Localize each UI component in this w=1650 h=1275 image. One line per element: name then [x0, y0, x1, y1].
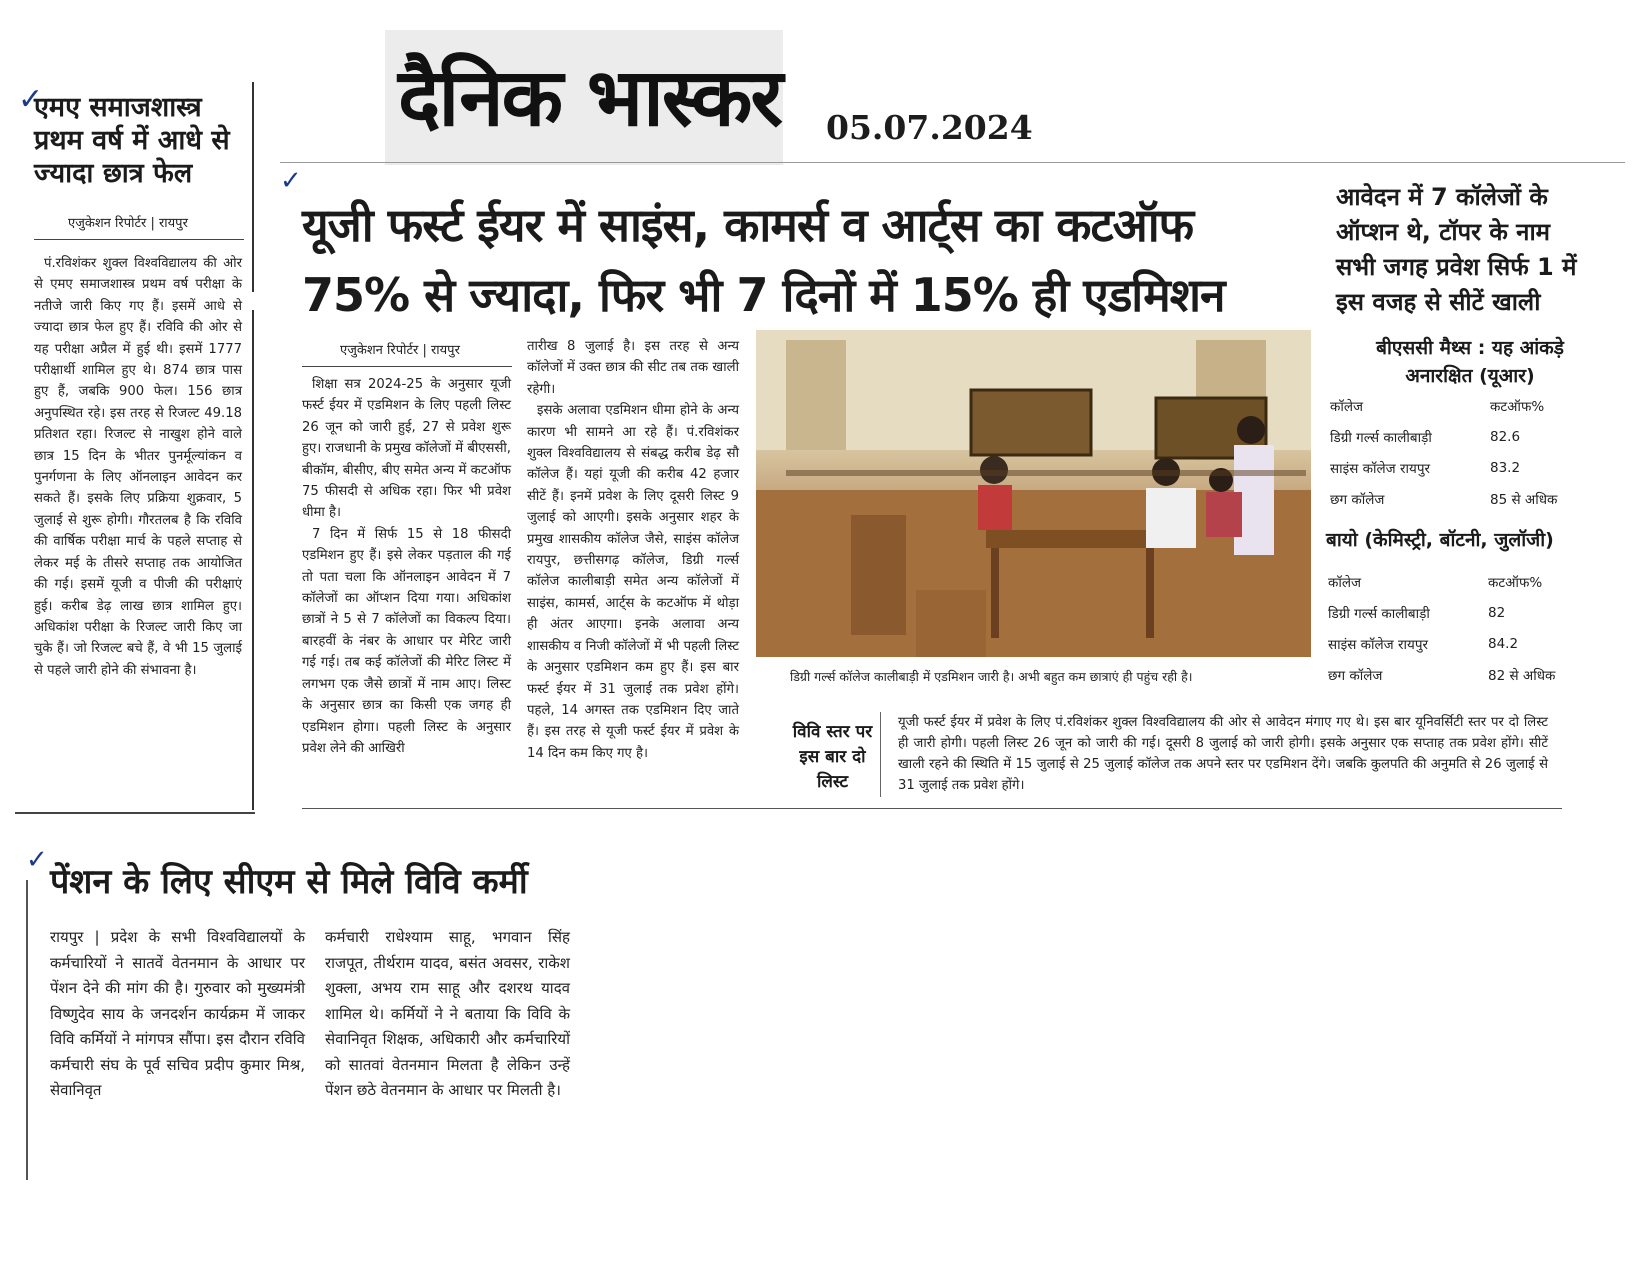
- main-story-col1: [302, 374, 511, 759]
- headline-line: एमए समाजशास्त्र: [34, 92, 202, 123]
- column-rule: [880, 712, 881, 797]
- divider: [302, 808, 1562, 809]
- paragraph: रायपुर | प्रदेश के सभी विश्वविद्यालयों के कर्मचारियों ने सातवें वेतनमान के आधार पर पेंशन देने की मांग की है। गुरुवार को मुख्यमंत्री विष्णुदेव साय के जनदर्शन कार्यक्रम में जाकर विवि कर्मियों ने मांगपत्र सौंपा। इस दौरान रविवि कर्मचारी संघ के पूर्व सचिव प्रदीप कुमार मिश्र, सेवानिवृत: [50, 928, 305, 1099]
- cutoff-value: 82.6: [1490, 428, 1521, 445]
- college-name: साइंस कॉलेज रायपुर: [1330, 460, 1431, 477]
- college-name: छग कॉलेज: [1328, 667, 1383, 684]
- table-header-row: [1330, 390, 1570, 421]
- heading-line: आवेदन में 7 कॉलेजों के: [1336, 183, 1548, 211]
- column-rule: [252, 82, 254, 292]
- table-row: [1328, 628, 1568, 659]
- table-header-row: [1328, 566, 1568, 597]
- admission-photo: [756, 330, 1311, 657]
- bottom-story-col1: [50, 925, 305, 1104]
- paragraph: पं.रविशंकर शुक्ल विश्वविद्यालय की ओर से एमए समाजशास्त्र प्रथम वर्ष परीक्षा के नतीजे जारी किए गए हैं। इसमें आधे से ज्यादा छात्र फेल हुए हैं। रविवि की ओर से यह परीक्षा अप्रैल में हुई थी। इसमें 1777 परीक्षार्थी शामिल हुए थे। 874 छात्र पास हुए हैं, जबकि 900 फेल। 156 छात्र अनुपस्थित रहे। इस तरह से रिजल्ट 49.18 प्रतिशत रहा। रिजल्ट से नाखुश होने वाले छात्र 15 दिन के भीतर पुनर्मूल्यांकन व पुनर्गणना के लिए ऑनलाइन आवेदन कर सकते हैं। इसके लिए प्रक्रिया शुक्रवार, 5 जुलाई से शुरू होगी। गौरतलब है कि रविवि की वार्षिक परीक्षा मार्च के पहले सप्ताह से लेकर मई के तीसरे सप्ताह तक आयोजित की गई। इसमें यूजी व पीजी की परीक्षाएं हुई। करीब डेढ़ लाख छात्र शामिल हुए। अधिकांश परीक्षा के रिजल्ट जारी किए जा चुके हैं। जो रिजल्ट बचे हैं, वे भी 15 जुलाई से पहले जारी होने की संभावना है।: [34, 256, 242, 678]
- heading-line: लिस्ट: [816, 772, 849, 792]
- table-row: [1330, 421, 1570, 452]
- sidebar-heading: [1336, 180, 1636, 320]
- checkmark-icon: ✓: [18, 82, 44, 117]
- college-name: छग कॉलेज: [1330, 491, 1385, 508]
- college-name: डिग्री गर्ल्स कालीबाड़ी: [1328, 605, 1430, 622]
- divider: [280, 162, 1625, 163]
- cutoff-value: 82 से अधिक: [1488, 667, 1556, 684]
- divider: [15, 812, 255, 814]
- maths-table-title: [1320, 334, 1620, 390]
- cutoff-value: 82: [1488, 604, 1506, 621]
- bio-table-title: बायो (केमिस्ट्री, बॉटनी, जुलॉजी): [1326, 529, 1554, 551]
- paragraph: शिक्षा सत्र 2024-25 के अनुसार यूजी फर्स्ट ईयर में एडमिशन के लिए पहली लिस्ट 26 जून को जारी हुई, 27 से प्रवेश शुरू हुए। राजधानी के प्रमुख कॉलेजों में बीएससी, बीकॉम, बीसीए, बीए समेत अन्य में कटऑफ 75 फीसदी से अधिक रहा। फिर भी प्रवेश धीमा है।: [302, 377, 511, 521]
- newspaper-masthead: दैनिक भास्कर: [398, 51, 782, 144]
- title-line: अनारक्षित (यूआर): [1405, 365, 1535, 387]
- divider: [302, 366, 512, 367]
- maths-cutoff-table: [1330, 390, 1570, 514]
- heading-line: विवि स्तर पर: [792, 722, 873, 742]
- paragraph: तारीख 8 जुलाई है। इस तरह से अन्य कॉलेजों में उक्त छात्र की सीट तब तक खाली रहेगी।: [527, 339, 739, 397]
- heading-line: ऑप्शन थे, टॉपर के नाम: [1336, 218, 1551, 246]
- bottom-story-headline: पेंशन के लिए सीएम से मिले विवि कर्मी: [50, 862, 528, 902]
- college-name: डिग्री गर्ल्स कालीबाड़ी: [1330, 429, 1432, 446]
- headline-line: प्रथम वर्ष में आधे से: [34, 124, 230, 156]
- publication-date: 05.07.2024: [826, 108, 1033, 147]
- checkmark-icon: ✓: [26, 845, 48, 875]
- bio-cutoff-table: [1328, 566, 1568, 690]
- cutoff-value: 84.2: [1488, 635, 1519, 652]
- info-box-heading: [770, 720, 895, 795]
- column-header: कटऑफ%: [1488, 574, 1543, 591]
- title-line: बीएससी मैथ्स : यह आंकड़े: [1376, 337, 1564, 359]
- paragraph: 7 दिन में सिर्फ 15 से 18 फीसदी एडमिशन हुए हैं। इसे लेकर पड़ताल की गई तो पता चला कि ऑनलाइन आवेदन में 7 कॉलेजों का ऑप्शन दिया गया। अधिकांश छात्रों ने 5 से 7 कॉलेजों का विकल्प दिया। बारहवीं के नंबर के आधार पर मेरिट जारी गई गई। तब कई कॉलेजों की मेरिट लिस्ट में लगभग एक जैसे छात्रों में नाम आए। लिस्ट के अनुसार छात्र का किसी एक जगह ही एडमिशन होगा। पहली लिस्ट के अनुसार प्रवेश लेने की आखिरी: [302, 526, 511, 756]
- heading-line: सभी जगह प्रवेश सिर्फ 1 में: [1336, 253, 1577, 281]
- headline-line: यूजी फर्स्ट ईयर में साइंस, कामर्स व आर्ट्स का कटऑफ: [302, 198, 1194, 252]
- college-name: साइंस कॉलेज रायपुर: [1328, 636, 1429, 653]
- cutoff-value: 83.2: [1490, 459, 1521, 476]
- table-row: [1328, 597, 1568, 628]
- left-story-headline: [34, 92, 259, 191]
- divider: [34, 239, 244, 240]
- heading-line: इस वजह से सीटें खाली: [1336, 288, 1541, 316]
- paragraph: इसके अलावा एडमिशन धीमा होने के अन्य कारण भी सामने आ रहे हैं। पं.रविशंकर शुक्ल विश्वविद्यालय से संबद्ध करीब डेढ़ सौ कॉलेज हैं। यहां यूजी की करीब 42 हजार सीटें हैं। इनमें प्रवेश के लिए दूसरी लिस्ट 9 जुलाई को आएगी। इसके अनुसार शहर के प्रमुख शासकीय कॉलेज जैसे, साइंस कॉलेज रायपुर, छत्तीसगढ़ कॉलेज, डिग्री गर्ल्स कॉलेज कालीबाड़ी समेत अन्य कॉलेजों में साइंस, कामर्स, आर्ट्स के कटऑफ में थोड़ा ही अंतर आएगा। इनके अलावा अन्य शासकीय व निजी कॉलेजों में भी पहली लिस्ट के अनुसार एडमिशन कम हुए हैं। इस बार फर्स्ट ईयर में 31 जुलाई तक प्रवेश होंगे। पहले, 14 अगस्त तक एडमिशन दिए जाते हैं। इस तरह से यूजी फर्स्ट ईयर में प्रवेश के 14 दिन कम किए गए है।: [527, 403, 739, 761]
- column-rule: [252, 310, 254, 810]
- table-row: [1328, 659, 1568, 690]
- photo-caption: डिग्री गर्ल्स कॉलेज कालीबाड़ी में एडमिशन जारी है। अभी बहुत कम छात्राएं ही पहुंच रही है।: [790, 669, 1193, 684]
- cutoff-value: 85 से अधिक: [1490, 491, 1558, 508]
- headline-line: ज्यादा छात्र फेल: [34, 157, 193, 189]
- main-headline: [302, 190, 1225, 330]
- column-header: कॉलेज: [1328, 574, 1362, 591]
- left-story-byline: एजुकेशन रिपोर्टर | रायपुर: [68, 216, 188, 231]
- left-story-body: [34, 253, 242, 681]
- heading-line: इस बार दो: [799, 747, 866, 767]
- paragraph: कर्मचारी राधेश्याम साहू, भगवान सिंह राजपूत, तीर्थराम यादव, बसंत अवसर, राकेश शुक्ला, अभय राम साहू और दशरथ यादव शामिल थे। कर्मियों ने ने बताया कि विवि के सेवानिवृत शिक्षक, अधिकारी और कर्मचारियों को सातवां वेतनमान मिलता है लेकिन उन्हें पेंशन छठे वेतनमान के आधार पर मिलती है।: [325, 928, 570, 1099]
- column-header: कटऑफ%: [1490, 398, 1545, 415]
- headline-line: 75% से ज्यादा, फिर भी 7 दिनों में 15% ही एडमिशन: [302, 268, 1225, 322]
- info-box-text: यूजी फर्स्ट ईयर में प्रवेश के लिए पं.रविशंकर शुक्ल विश्वविद्यालय की ओर से आवेदन मंगाए गए थे। इस बार यूनिवर्सिटी स्तर पर दो लिस्ट ही जारी होगी। पहली लिस्ट 26 जून को जारी की गई। दूसरी 8 जुलाई को जारी होगी। इसके अनुसार एक सप्ताह तक प्रवेश होंगे। सीटें खाली रहने की स्थिति में 15 जुलाई से 25 जुलाई कॉलेज तक अपने स्तर पर एडमिशन देंगे। जबकि कुलपति की अनुमति से 26 जुलाई से 31 जुलाई तक प्रवेश होंगे।: [898, 715, 1548, 793]
- table-row: [1330, 452, 1570, 483]
- column-rule: [26, 880, 28, 1180]
- photo-illustration: [756, 330, 1311, 657]
- table-row: [1330, 483, 1570, 514]
- checkmark-icon: ✓: [280, 166, 302, 196]
- main-story-col2: [527, 336, 739, 764]
- main-story-byline: एजुकेशन रिपोर्टर | रायपुर: [340, 343, 460, 358]
- bottom-story-col2: [325, 925, 570, 1104]
- column-header: कॉलेज: [1330, 398, 1364, 415]
